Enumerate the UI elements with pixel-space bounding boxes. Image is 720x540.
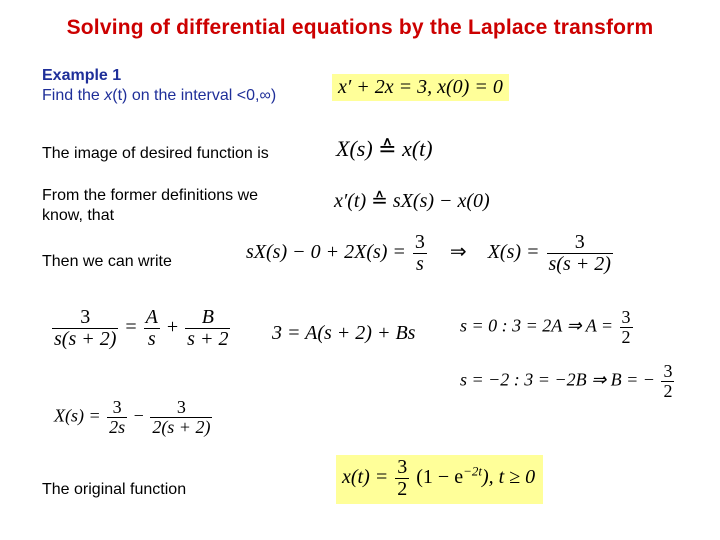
original-function-text: The original function	[42, 481, 187, 498]
orig-lhs: x(t) =	[342, 466, 389, 489]
fraction-3-over-2	[620, 308, 633, 347]
implies-arrow: ⇒	[449, 241, 467, 264]
numerator: 3	[414, 231, 425, 253]
definitions-text: From the former definitions we know, that	[42, 187, 259, 224]
deriv-lhs: x′(t)	[334, 190, 367, 212]
fraction-A-over-s	[144, 307, 160, 350]
task-prefix: Find the	[42, 87, 105, 104]
numerator: 3	[621, 307, 631, 327]
denominator: s + 2	[187, 328, 229, 350]
denominator: 2	[621, 326, 631, 347]
ode-equation	[332, 74, 509, 101]
partial-result-equation	[54, 398, 214, 437]
denominator: 2	[397, 478, 408, 500]
image-desc-text: The image of desired function is	[42, 145, 269, 162]
denominator: s	[147, 328, 156, 350]
then-write-text: Then we can write	[42, 253, 172, 270]
equals-sign: =	[125, 316, 137, 339]
numerator: 3	[150, 398, 212, 418]
plus-sign: +	[166, 316, 179, 339]
fraction-3-over-2	[395, 457, 409, 500]
fraction-B-over-s-plus-2	[185, 307, 230, 350]
denominator: s(s + 2)	[548, 253, 611, 275]
denominator: 2(s + 2)	[152, 416, 211, 437]
numerator: B	[185, 307, 230, 329]
minus-sign: −	[133, 405, 144, 426]
deriv-rel: ≙	[371, 190, 388, 212]
identity-equation	[272, 322, 415, 345]
example-block	[42, 66, 276, 106]
case-s-zero	[460, 308, 635, 347]
orig-tail: ), t ≥ 0	[481, 466, 536, 489]
denominator: 2	[663, 380, 673, 401]
task-suffix: (t) on the interval <0,∞)	[112, 87, 277, 104]
numerator: 3	[547, 232, 613, 254]
fraction-3-over-2-s-plus-2	[150, 398, 212, 437]
transformed-lhs: sX(s) − 0 + 2X(s) =	[246, 241, 406, 264]
numerator: A	[145, 306, 158, 328]
case2-text: s = −2 : 3 = −2B ⇒ B = −	[460, 369, 655, 390]
fraction-3-over-s-s-plus-2	[52, 307, 118, 350]
solved-lhs: X(s) =	[487, 241, 540, 264]
image-rhs: x(t)	[402, 136, 433, 161]
denominator: s(s + 2)	[54, 328, 117, 350]
numerator: 3	[663, 361, 673, 381]
numerator: 3	[397, 456, 408, 478]
example-heading: Example 1	[42, 67, 122, 84]
image-rel: ≙	[378, 136, 397, 161]
case1-text: s = 0 : 3 = 2A ⇒ A =	[460, 315, 614, 336]
example-task	[42, 86, 276, 106]
numerator: 3	[107, 398, 127, 418]
partial-fraction-equation	[50, 307, 232, 350]
fraction-3-over-2	[661, 362, 674, 401]
denominator: 2s	[109, 416, 126, 437]
fraction-3-over-s	[413, 232, 427, 275]
page-title: Solving of differential equations by the Laplace transform	[66, 16, 654, 39]
original-function-equation	[336, 455, 543, 504]
image-lhs: X(s)	[336, 136, 373, 161]
orig-exponent: −2t	[463, 463, 482, 479]
task-var: x	[104, 87, 113, 104]
identity-text: 3 = A(s + 2) + Bs	[272, 322, 416, 344]
partial-lhs: X(s) =	[54, 405, 101, 426]
denominator: s	[416, 253, 424, 275]
transformed-equation	[246, 232, 615, 275]
fraction-3-over-2s	[107, 398, 127, 437]
case-s-minus-two	[460, 362, 676, 401]
ode-text: x′ + 2x = 3, x(0) = 0	[338, 76, 503, 98]
deriv-rhs: sX(s) − x(0)	[392, 190, 490, 212]
image-equation	[336, 136, 433, 162]
derivative-equation	[334, 188, 490, 213]
orig-paren: (1 − e	[416, 466, 464, 489]
numerator: 3	[52, 307, 118, 329]
fraction-3-over-s-s-plus-2	[547, 232, 613, 275]
